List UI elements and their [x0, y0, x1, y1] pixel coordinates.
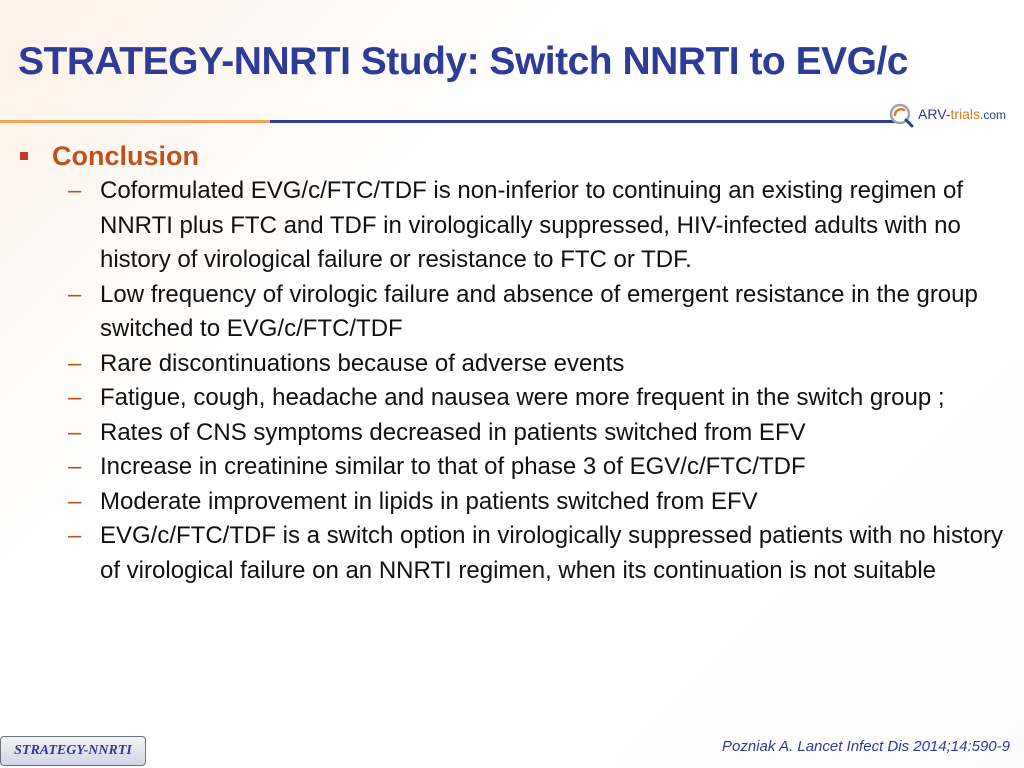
arv-trials-logo — [888, 100, 1018, 130]
study-badge-label: STRATEGY-NNRTI — [14, 743, 132, 758]
dash-bullet-icon: – — [68, 280, 82, 308]
dash-bullet-icon: – — [68, 384, 82, 411]
dash-bullet-icon: – — [68, 453, 82, 480]
conclusion-item-text: Rare discontinuations because of adverse events — [100, 349, 625, 377]
conclusion-heading-row — [18, 138, 1008, 174]
dash-bullet-icon: – — [68, 177, 82, 204]
conclusion-item-text: Rates of CNS symptoms decreased in patients switched from EFV — [100, 418, 806, 446]
conclusion-item — [18, 174, 1008, 278]
conclusion-item-text: Coformulated EVG/c/FTC/TDF is non-inferior to continuing an existing regimen of NNRTI plus FTC and TDF in virologically suppressed, HIV-infected adults with no history of virological failure or resistance to FTC or TDF. — [100, 177, 964, 273]
conclusion-item — [18, 381, 1008, 416]
dash-bullet-icon: – — [68, 418, 82, 446]
citation: Pozniak A. Lancet Infect Dis 2014;14:590-9 — [722, 738, 1010, 755]
conclusion-item — [18, 278, 1008, 347]
conclusion-item-text: Increase in creatinine similar to that of phase 3 of EGV/c/FTC/TDF — [100, 453, 806, 480]
logo-suffix: .com — [980, 108, 1007, 122]
dash-bullet-icon: – — [68, 487, 82, 515]
conclusion-item — [18, 485, 1008, 520]
conclusion-item-text: Low frequency of virologic failure and absence of emergent resistance in the group switched to EVG/c/FTC/TDF — [100, 280, 978, 342]
square-bullet-icon — [20, 152, 28, 160]
conclusion-item — [18, 519, 1008, 588]
dash-bullet-icon: – — [68, 349, 82, 377]
magnifier-logo-icon — [888, 102, 914, 128]
conclusion-list — [18, 174, 1008, 588]
title-divider — [0, 120, 900, 123]
conclusion-item-text: Fatigue, cough, headache and nausea were more frequent in the switch group ; — [100, 384, 945, 411]
conclusion-item — [18, 347, 1008, 382]
logo-wordmark — [918, 106, 1006, 122]
slide-title: STRATEGY-NNRTI Study: Switch NNRTI to EVG/c — [18, 40, 908, 83]
conclusion-item — [18, 450, 1008, 485]
conclusion-heading: Conclusion — [52, 140, 199, 171]
logo-highlight: trials — [950, 106, 980, 122]
conclusion-item-text: EVG/c/FTC/TDF is a switch option in virologically suppressed patients with no history of virological failure on an NNRTI regimen, when its continuation is not suitable — [100, 522, 1004, 584]
logo-prefix: ARV- — [918, 106, 951, 122]
conclusion-item-text: Moderate improvement in lipids in patients switched from EFV — [100, 487, 758, 515]
conclusion-section — [18, 138, 1008, 588]
study-badge — [0, 736, 146, 766]
conclusion-item — [18, 416, 1008, 451]
dash-bullet-icon: – — [68, 522, 82, 549]
